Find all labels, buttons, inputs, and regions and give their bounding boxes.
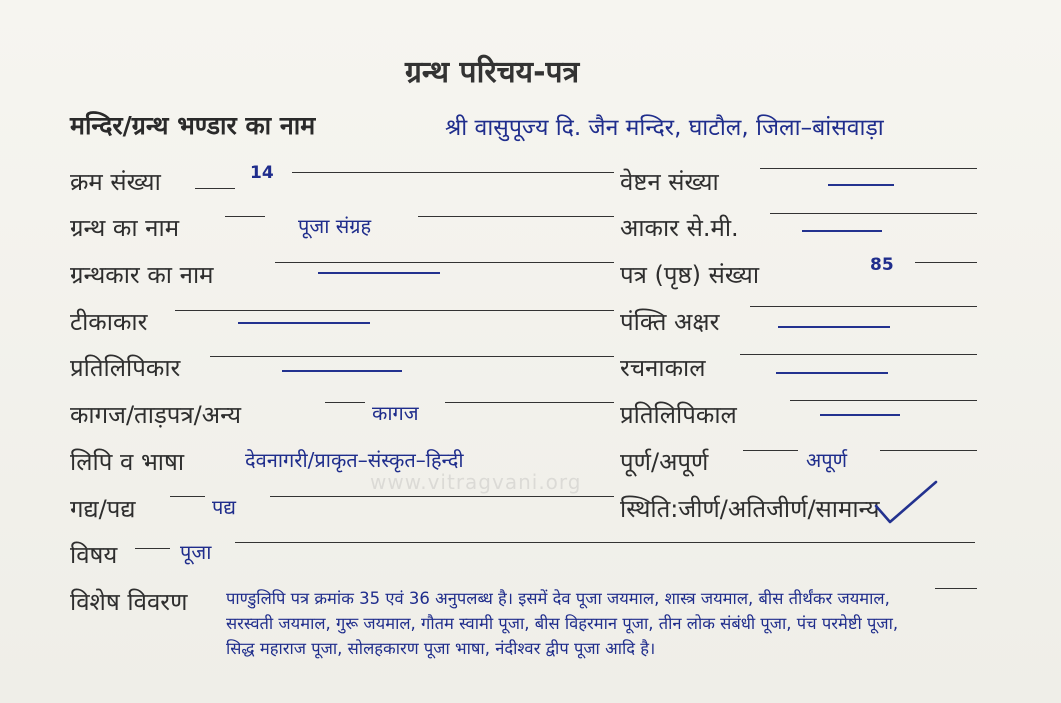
copyist-rule xyxy=(210,356,614,357)
author-blue-line xyxy=(318,272,440,274)
condition-label: स्थिति:जीर्ण/अतिजीर्ण/सामान्य xyxy=(620,495,880,523)
details-rule xyxy=(935,588,977,589)
serial-number-rule xyxy=(292,172,614,173)
subject-value: पूजा xyxy=(180,540,212,564)
checkmark-icon xyxy=(872,478,942,528)
wrapper-number-rule xyxy=(760,168,977,169)
serial-number-line xyxy=(195,188,235,189)
granth-name-rule xyxy=(418,216,614,217)
material-value: कागज xyxy=(372,401,419,425)
granth-name-label: ग्रन्थ का नाम xyxy=(70,214,180,242)
granth-name-value: पूजा संग्रह xyxy=(298,214,372,238)
serial-number-label: क्रम संख्या xyxy=(70,168,161,196)
wrapper-number-label: वेष्टन संख्या xyxy=(620,168,719,196)
size-label: आकार से.मी. xyxy=(620,214,739,242)
copyist-blue-line xyxy=(282,370,402,372)
line-letters-blue-line xyxy=(778,326,890,328)
details-text: पाण्डुलिपि पत्र क्रमांक 35 एवं 36 अनुपलब्ध है। इसमें देव पूजा जयमाल, शास्त्र जयमाल, बीस तीर्थंकर जयमाल, सरस्वती जयमाल, गुरू जयमाल, गौतम स्वामी पूजा, बीस विहरमान पूजा, तीन लोक संबंधी पूजा, पंच परमेष्टी पूजा, सिद्ध महाराज पूजा, सोलहकारण पूजा भाषा, नंदीश्वर द्वीप पूजा आदि है। xyxy=(226,589,899,658)
subject-rule xyxy=(235,542,975,543)
copy-period-rule xyxy=(790,400,977,401)
page-count-label: पत्र (पृष्ठ) संख्या xyxy=(620,261,760,289)
material-rule xyxy=(445,402,614,403)
wrapper-number-blue-line xyxy=(828,184,894,186)
prose-verse-value: पद्य xyxy=(212,495,236,519)
composition-period-rule xyxy=(740,354,977,355)
composition-period-label: रचनाकाल xyxy=(620,354,706,382)
page-count-rule xyxy=(915,262,977,263)
subject-label: विषय xyxy=(70,541,118,569)
card-title: ग्रन्थ परिचय-पत्र xyxy=(405,55,580,90)
script-language-value: देवनागरी/प्राकृत–संस्कृत–हिन्दी xyxy=(245,448,464,472)
commentator-rule xyxy=(175,310,614,311)
prose-verse-line xyxy=(170,496,205,497)
subject-line xyxy=(135,548,170,549)
line-letters-label: पंक्ति अक्षर xyxy=(620,308,720,336)
composition-period-blue-line xyxy=(776,372,888,374)
copy-period-blue-line xyxy=(820,414,900,416)
copy-period-label: प्रतिलिपिकाल xyxy=(620,401,737,429)
complete-incomplete-value: अपूर्ण xyxy=(806,448,848,472)
complete-incomplete-line xyxy=(743,450,798,451)
commentator-blue-line xyxy=(238,322,370,324)
prose-verse-label: गद्य/पद्य xyxy=(70,495,136,523)
line-letters-rule xyxy=(750,306,977,307)
material-line xyxy=(325,402,365,403)
author-rule xyxy=(275,262,614,263)
copyist-label: प्रतिलिपिकार xyxy=(70,354,181,382)
size-rule xyxy=(770,213,977,214)
complete-incomplete-rule xyxy=(880,450,977,451)
granth-name-line xyxy=(225,216,265,217)
author-label: ग्रन्थकार का नाम xyxy=(70,261,214,289)
material-label: कागज/ताड़पत्र/अन्य xyxy=(70,401,242,429)
size-blue-line xyxy=(802,230,882,232)
commentator-label: टीकाकार xyxy=(70,308,148,336)
page-count-value: 85 xyxy=(870,255,894,275)
serial-number-value: 14 xyxy=(250,163,274,183)
prose-verse-rule xyxy=(270,496,614,497)
complete-incomplete-label: पूर्ण/अपूर्ण xyxy=(620,448,709,476)
details-label: विशेष विवरण xyxy=(70,588,188,616)
script-language-label: लिपि व भाषा xyxy=(70,448,185,476)
temple-value: श्री वासुपूज्य दि. जैन मन्दिर, घाटौल, जिला–बांसवाड़ा xyxy=(445,115,884,141)
temple-label: मन्दिर/ग्रन्थ भण्डार का नाम xyxy=(70,111,316,140)
watermark: www.vitragvani.org xyxy=(370,470,582,494)
